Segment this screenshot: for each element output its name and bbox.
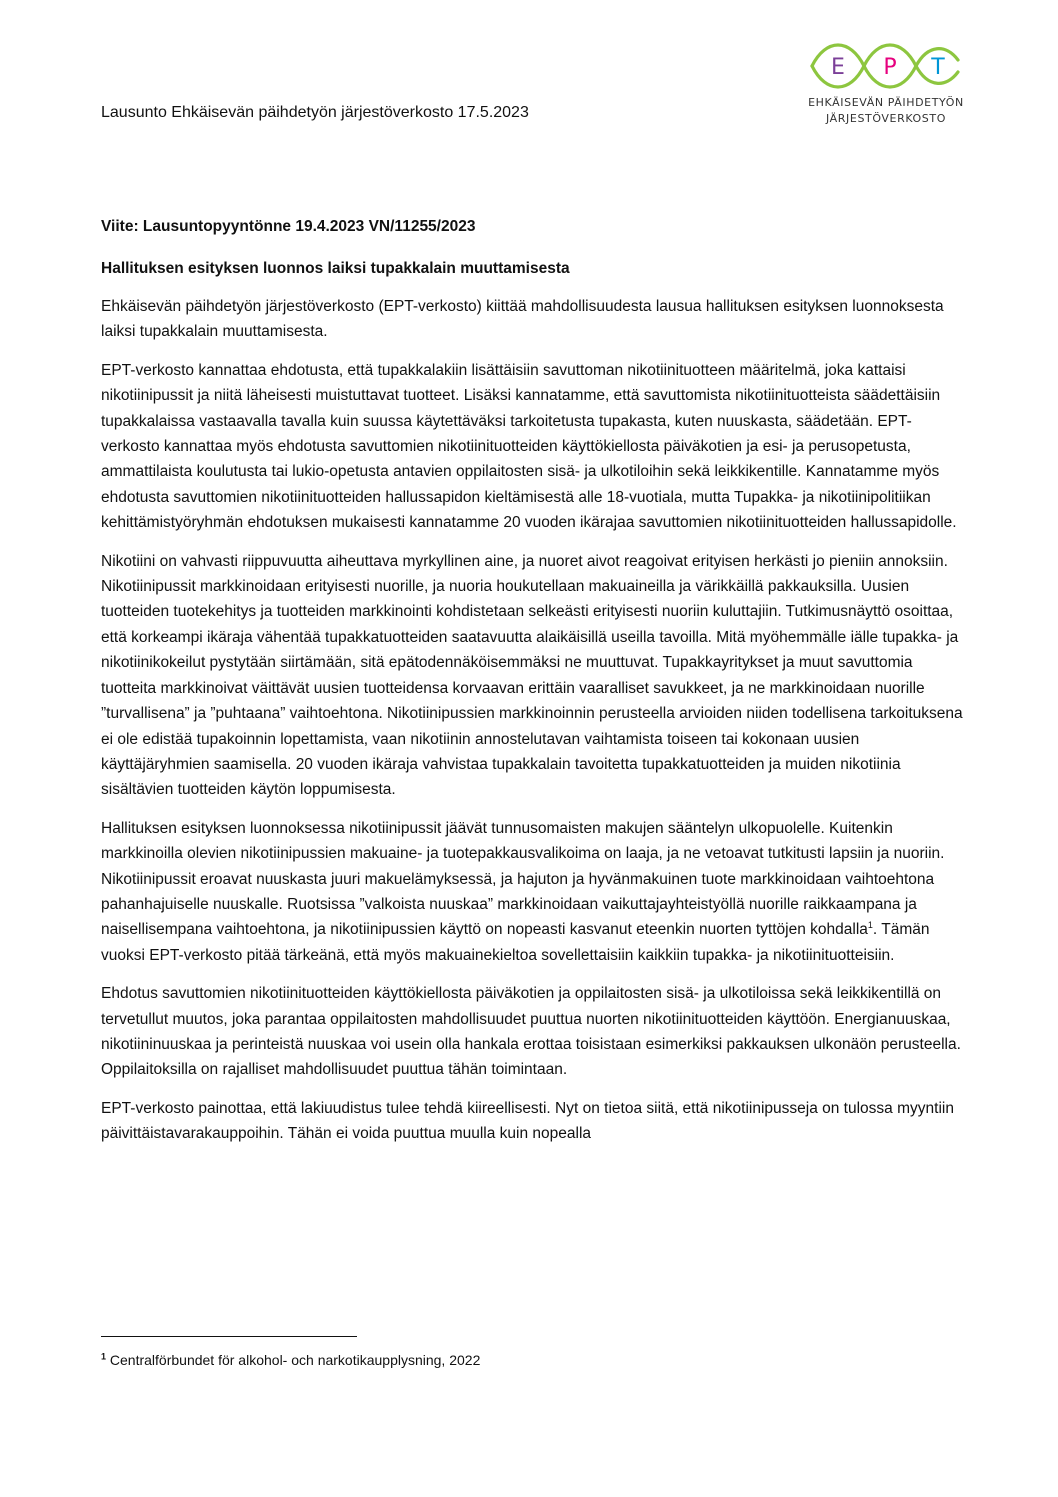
ept-logo (806, 40, 966, 130)
document-subject: Hallituksen esityksen luonnos laiksi tupakkalain muuttamisesta (101, 260, 570, 277)
paragraph-5: Ehdotus savuttomien nikotiinituotteiden käyttökiellosta päiväkotien ja oppilaitosten sisä- ja ulkotiloissa sekä leikkikentillä on tervetullut muutos, joka parantaa oppilaitosten mahdollisuudet puuttua nuorten nikotiinituotteiden käyttöön. Energianuuskaa, nikotiininuuskaa ja perinteistä nuuskaa voi usein olla hankala erottaa toisistaan esimerkiksi pakkauksen ulkonäön perusteella. Oppilaitoksilla on rajalliset mahdollisuudet puuttua tähän toimintaan. (101, 985, 961, 1079)
logo-text-line2: JÄRJESTÖVERKOSTO (826, 112, 946, 125)
footnote-text: Centralförbundet för alkohol- och narkotikaupplysning, 2022 (106, 1352, 481, 1368)
document-header: Lausunto Ehkäisevän päihdetyön järjestöverkosto 17.5.2023 (101, 104, 529, 121)
footnote (101, 1352, 480, 1368)
footnote-reference[interactable]: 1 (867, 920, 873, 931)
paragraph-2: EPT-verkosto kannattaa ehdotusta, että tupakkalakiin lisättäisiin savuttoman nikotiinituotteen määritelmä, joka kattaisi nikotiinipussit ja niitä läheisesti muistuttavat tuotteet. Lisäksi kannatamme, että savuttomista nikotiinituotteista säädettäisiin tupakkalaissa vastaavalla tavalla kuin suussa käytettäväksi tarkoitetusta tupakasta, kuten nuuskasta, säädetään. EPT-verkosto kannattaa myös ehdotusta savuttomien nikotiinituotteiden käyttökiellosta päiväkotien ja esi- ja perusopetusta, ammattilaista koulutusta tai lukio-opetusta antavien oppilaitosten sisä- ja ulkotiloihin sekä leikkikentille. Kannatamme myös ehdotusta savuttomien nikotiinituotteiden hallussapidon kieltämisestä alle 18-vuotiala, mutta Tupakka- ja nikotiinipolitiikan kehittämistyöryhmän ehdotuksen mukaisesti kannatamme 20 vuoden ikärajaa savuttomien nikotiinituotteiden hallussapidolle. (101, 361, 957, 532)
paragraph-4 (101, 816, 963, 968)
footnote-number: 1 (101, 1351, 107, 1362)
ept-logo-wave-icon (806, 40, 966, 92)
footnote-divider (101, 1336, 357, 1337)
logo-letter-p: P (883, 55, 897, 80)
logo-text-line1: EHKÄISEVÄN PÄIHDETYÖN (808, 96, 964, 109)
document-body (101, 216, 963, 1160)
paragraph-6: EPT-verkosto painottaa, että lakiuudistus tulee tehdä kiireellisesti. Nyt on tietoa siitä, että nikotiinipusseja on tulossa myyntiin päivittäistavarakauppoihin. Tähän ei voida puuttua muulla kuin nopealla (101, 1099, 954, 1143)
paragraph-4-text-before-note: Hallituksen esityksen luonnoksessa nikotiinipussit jäävät tunnusomaisten makujen sääntelyn ulkopuolelle. Kuitenkin markkinoilla olevien nikotiinipussien makuaine- ja tuotepakkausvalikoima on laaja, ja ne vetoavat tutkitusti lapsiin ja nuoriin. Nikotiinipussit eroavat nuuskasta juuri makuelämyksessä, ja hajuton ja hyvänmakuinen tuote markkinoidaan vaihtoehtona pahanhajuiselle nuuskalle. Ruotsissa ”valkoista nuuskaa” markkinoidaan vaikuttajayhteistyöllä nuorille raikkaampana ja naisellisempana vaihtoehtona, ja nikotiinipussien käyttö on nopeasti kasvanut eteenkin nuorten tyttöjen kohdalla (101, 819, 945, 939)
reference-line: Viite: Lausuntopyyntönne 19.4.2023 VN/11255/2023 (101, 218, 476, 235)
paragraph-1: Ehkäisevän päihdetyön järjestöverkosto (EPT-verkosto) kiittää mahdollisuudesta lausua hallituksen esityksen luonnoksesta laiksi tupakkalain muuttamisesta. (101, 298, 944, 341)
paragraph-4-text-after-note: . Tämän vuoksi EPT-verkosto pitää tärkeänä, että myös makuainekieltoa sovellettaisiin kaikkiin tupakka- ja nikotiinituotteisiin. (101, 921, 930, 964)
logo-letter-t: T (931, 55, 945, 80)
paragraph-3: Nikotiini on vahvasti riippuvuutta aiheuttava myrkyllinen aine, ja nuoret aivot reagoivat erityisen herkästi jo pieniin annoksiin. Nikotiinipussit markkinoidaan erityisesti nuorille, ja nuoria houkutellaan makuaineilla ja värikkäillä pakkauksilla. Uusien tuotteiden tuotekehitys ja tuotteiden markkinointi kohdistetaan selkeästi erityisesti nuoriin kuluttajiin. Tutkimusnäyttö osoittaa, että korkeampi ikäraja vähentää tupakkatuotteiden saatavuutta alaikäisillä useilla tavoilla. Mitä myöhemmälle iälle tupakka- ja nikotiinikokeilut pystytään siirtämään, sitä epätodennäköisemmäksi ne muuttuvat. Tupakkayritykset ja muut savuttomia tuotteita markkinoivat väittävät uusien tuotteidensa korvaavan erittäin vaaralliset savukkeet, ja ne markkinoidaan nuorille ”turvallisena” ja ”puhtaana” vaihtoehtona. Nikotiinipussien markkinoinnin perusteella arvioiden niiden todellisena tarkoituksena ei ole edistää tupakoinnin lopettamista, vaan nikotiinin annostelutavan vaihtamista toiseen tai kokonaan uusien käyttäjäryhmien saamisella. 20 vuoden ikäraja vahvistaa tupakkalain tavoitetta tupakkatuotteiden ja muiden nikotiinia sisältävien tuotteiden käytön loppumisesta. (101, 552, 963, 799)
logo-letter-e: E (831, 55, 845, 80)
